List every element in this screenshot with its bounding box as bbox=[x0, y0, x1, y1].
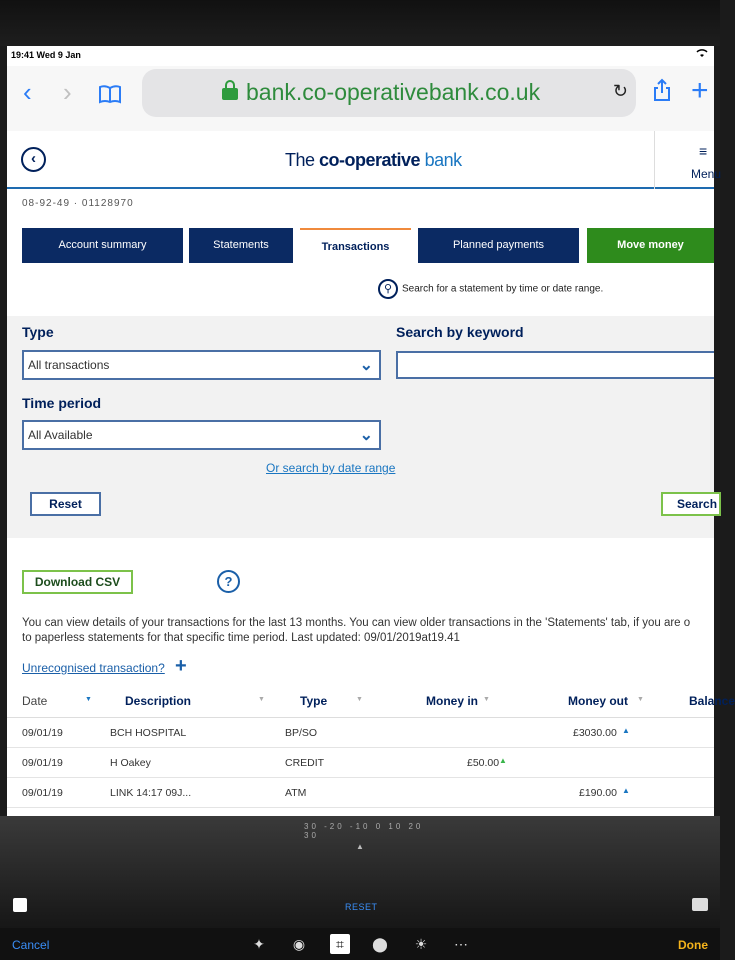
keyword-input[interactable] bbox=[396, 351, 714, 379]
lock-icon bbox=[222, 80, 238, 100]
magic-wand-icon[interactable]: ✦ bbox=[253, 936, 265, 952]
dial-numbers: 30 -20 -10 0 10 20 30 bbox=[304, 822, 424, 840]
type-select[interactable] bbox=[22, 350, 381, 380]
url-text: bank.co-operativebank.co.uk bbox=[246, 79, 541, 105]
back-circle-icon[interactable]: ‹ bbox=[21, 147, 46, 172]
hamburger-icon: ≡ bbox=[699, 143, 708, 159]
row-date: 09/01/19 bbox=[22, 787, 63, 799]
menu-button[interactable] bbox=[654, 131, 722, 189]
date-range-link[interactable]: Or search by date range bbox=[266, 461, 396, 475]
search-hint-text: Search for a statement by time or date range. bbox=[402, 283, 604, 295]
row-date: 09/01/19 bbox=[22, 727, 63, 739]
tab-transactions[interactable]: Transactions bbox=[300, 228, 411, 263]
reload-icon[interactable]: ↻ bbox=[612, 81, 628, 101]
expand-icon[interactable]: ▲ bbox=[622, 726, 630, 735]
done-button[interactable]: Done bbox=[678, 938, 708, 952]
reset-button[interactable]: Reset bbox=[30, 492, 101, 516]
red-eye-icon[interactable]: ◉ bbox=[292, 936, 306, 952]
row-description: BCH HOSPITAL bbox=[110, 727, 187, 739]
row-money-in: £50.00 bbox=[467, 757, 500, 769]
time-period-select[interactable] bbox=[22, 420, 381, 450]
row-description: LINK 14:17 09J... bbox=[110, 787, 192, 799]
more-icon[interactable]: ⋯ bbox=[454, 936, 468, 952]
row-type: ATM bbox=[285, 787, 307, 799]
address-bar[interactable] bbox=[142, 69, 636, 117]
crop-icon[interactable]: ⌗ bbox=[330, 934, 350, 954]
tab-bar bbox=[22, 228, 714, 263]
header-money-in[interactable]: Money in bbox=[426, 694, 479, 708]
wifi-icon bbox=[696, 48, 708, 61]
keyword-label: Search by keyword bbox=[396, 324, 524, 340]
download-csv-button[interactable]: Download CSV bbox=[22, 570, 133, 594]
rotate-icon[interactable] bbox=[13, 898, 27, 912]
dial-marker-icon: ▲ bbox=[356, 842, 364, 851]
status-time: 19:41 Wed 9 Jan bbox=[11, 50, 81, 60]
row-money-out: £3030.00 bbox=[573, 727, 617, 739]
row-date: 09/01/19 bbox=[22, 757, 63, 769]
plus-icon[interactable]: + bbox=[175, 655, 187, 677]
table-header bbox=[7, 686, 735, 718]
tab-account-summary[interactable]: Account summary bbox=[22, 228, 183, 263]
sort-icon[interactable]: ▼ bbox=[637, 696, 644, 703]
aspect-ratio-icon[interactable] bbox=[692, 898, 708, 911]
photo-editor-top-band bbox=[0, 0, 720, 46]
header-money-out[interactable]: Money out bbox=[568, 694, 628, 708]
chevron-down-icon: ⌄ bbox=[359, 427, 373, 444]
time-period-label: Time period bbox=[22, 395, 102, 411]
search-hint[interactable] bbox=[378, 279, 603, 299]
chevron-down-icon: ⌄ bbox=[359, 357, 373, 374]
header-description[interactable]: Description bbox=[125, 694, 192, 708]
screenshot-image bbox=[7, 46, 735, 816]
unrecognised-transaction-link[interactable]: Unrecognised transaction? bbox=[22, 661, 165, 675]
help-icon[interactable]: ? bbox=[217, 570, 240, 593]
forward-icon[interactable]: › bbox=[63, 77, 72, 107]
filter-panel bbox=[7, 316, 718, 538]
tab-planned-payments[interactable]: Planned payments bbox=[418, 228, 579, 263]
bookmarks-icon[interactable] bbox=[99, 80, 121, 108]
header-balance[interactable]: Balance bbox=[689, 694, 735, 708]
time-period-value: All Available bbox=[28, 428, 93, 442]
status-bar bbox=[7, 46, 714, 66]
bank-logo: The co-operative bank bbox=[285, 150, 462, 170]
reset-edit-button[interactable]: RESET bbox=[345, 902, 378, 912]
tab-statements[interactable]: Statements bbox=[189, 228, 293, 263]
sort-icon[interactable]: ▼ bbox=[85, 696, 92, 703]
row-type: CREDIT bbox=[285, 757, 325, 769]
editor-toolbar bbox=[0, 928, 720, 960]
header-type[interactable]: Type bbox=[300, 694, 328, 708]
menu-label: Menu bbox=[691, 167, 722, 181]
site-header bbox=[7, 131, 722, 189]
browser-toolbar bbox=[7, 66, 714, 131]
adjust-icon[interactable]: ☀ bbox=[414, 936, 428, 952]
expand-icon[interactable]: ▲ bbox=[499, 756, 507, 765]
info-line-2: to paperless statements for that specific time period. Last updated: 09/01/2019at19.41 bbox=[22, 632, 460, 644]
table-row[interactable] bbox=[7, 718, 714, 748]
info-line-1: You can view details of your transactions for the last 13 months. You can view older transactions in the 'Statements' tab, if you are o bbox=[22, 617, 691, 629]
type-label: Type bbox=[22, 324, 54, 340]
sort-icon[interactable]: ▼ bbox=[483, 696, 490, 703]
filters-icon[interactable]: ⬤ bbox=[372, 936, 388, 952]
account-number: 08-92-49 · 01128970 bbox=[22, 198, 134, 209]
tab-move-money[interactable]: Move money bbox=[587, 228, 714, 263]
table-row[interactable] bbox=[7, 778, 714, 808]
back-icon[interactable]: ‹ bbox=[23, 77, 32, 107]
info-text bbox=[22, 616, 714, 646]
straighten-dial[interactable] bbox=[280, 810, 440, 851]
table-row[interactable] bbox=[7, 748, 714, 778]
search-icon: ⚲ bbox=[378, 279, 398, 299]
row-money-out: £190.00 bbox=[579, 787, 617, 799]
type-select-value: All transactions bbox=[28, 358, 110, 372]
share-icon[interactable] bbox=[653, 78, 671, 108]
header-date[interactable]: Date bbox=[22, 694, 48, 708]
search-button[interactable]: Search bbox=[661, 492, 721, 516]
cancel-button[interactable]: Cancel bbox=[12, 938, 50, 952]
sort-icon[interactable]: ▼ bbox=[356, 696, 363, 703]
sort-icon[interactable]: ▼ bbox=[258, 696, 265, 703]
new-tab-icon[interactable]: + bbox=[691, 74, 709, 107]
row-type: BP/SO bbox=[285, 727, 318, 739]
row-description: H Oakey bbox=[110, 757, 151, 769]
expand-icon[interactable]: ▲ bbox=[622, 786, 630, 795]
